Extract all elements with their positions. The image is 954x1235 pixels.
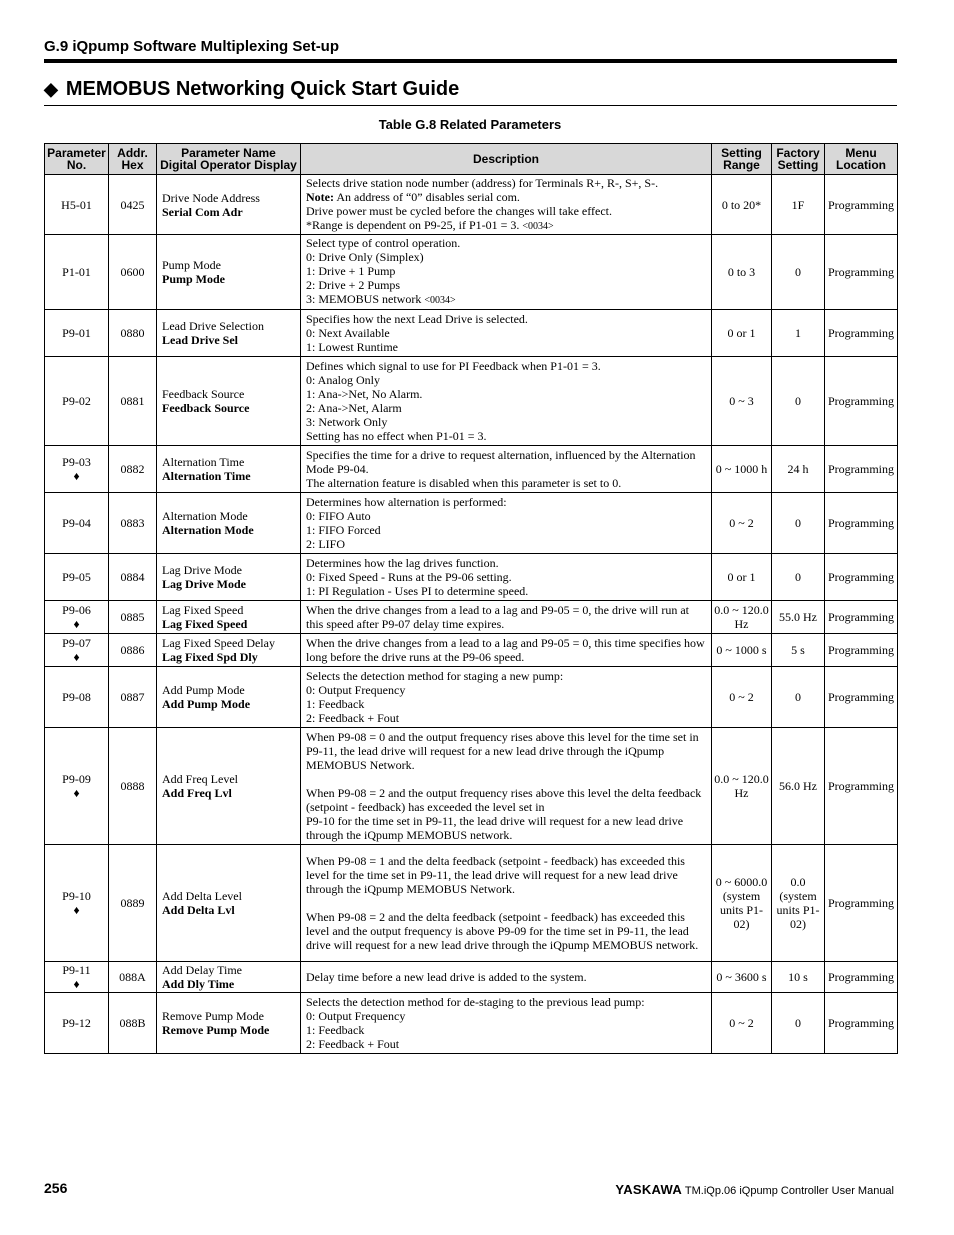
cell-setting-range: 0 ~ 3: [712, 357, 772, 446]
cell-menu-location: Programming: [825, 175, 898, 235]
desc-line: 0: Drive Only (Simplex): [306, 250, 424, 264]
revision-note: <0034>: [424, 295, 456, 306]
header-rule: [44, 59, 897, 63]
desc-line: When P9-08 = 1 and the delta feedback (setpoint - feedback) has exceeded this level for the time set in P9-11, the lead drive will request for a new lead drive through the iQpump MEMOBUS Network.: [306, 854, 685, 896]
cell-menu-location: Programming: [825, 554, 898, 601]
cell-addr: 0886: [109, 634, 157, 667]
cell-description: [301, 357, 712, 446]
cell-menu-location: Programming: [825, 493, 898, 554]
desc-line: When P9-08 = 2 and the output frequency rises above this level the delta feedback (setpoint - feedback) has exceeded the level set in: [306, 786, 702, 814]
run-change-mark: ♦: [73, 469, 80, 483]
manual-title: TM.iQp.06 iQpump Controller User Manual: [684, 1185, 894, 1197]
run-change-mark: ♦: [73, 617, 80, 631]
cell-setting-range: 0 ~ 2: [712, 993, 772, 1054]
cell-menu-location: Programming: [825, 235, 898, 310]
cell-factory-setting: 0: [772, 493, 825, 554]
cell-param-name: Remove Pump Mode Remove Pump Mode: [157, 993, 301, 1054]
col-header-addr: Addr. Hex: [109, 144, 157, 175]
cell-factory-setting: 0.0 (system units P1-02): [772, 845, 825, 962]
table-row: [45, 993, 898, 1054]
cell-param-no: P9-03 ♦: [45, 446, 109, 493]
cell-param-name: Add Freq Level Add Freq Lvl: [157, 728, 301, 845]
cell-factory-setting: 0: [772, 554, 825, 601]
desc-line: Delay time before a new lead drive is added to the system.: [306, 970, 587, 984]
cell-param-no: P9-12: [45, 993, 109, 1054]
col-header-description: Description: [301, 144, 712, 175]
desc-line: 2: Drive + 2 Pumps: [306, 278, 401, 292]
desc-line: Select type of control operation.: [306, 236, 461, 250]
heading-rule: [44, 105, 897, 106]
cell-factory-setting: 1: [772, 310, 825, 357]
cell-description: [301, 962, 712, 993]
table-row: [45, 634, 898, 667]
brand-name: YASKAWA: [615, 1182, 683, 1197]
cell-addr: 0888: [109, 728, 157, 845]
cell-setting-range: 0.0 ~ 120.0 Hz: [712, 728, 772, 845]
desc-line: Note: An address of “0” disables serial com.: [306, 189, 520, 204]
cell-param-no: P1-01: [45, 235, 109, 310]
desc-line: 1: Feedback: [306, 1023, 365, 1037]
desc-line: Specifies how the next Lead Drive is selected.: [306, 312, 528, 326]
cell-menu-location: Programming: [825, 601, 898, 634]
desc-line: 0: Output Frequency: [306, 1009, 406, 1023]
desc-line: P9-10 for the time set in P9-11, the lead drive will request for a new lead drive through the iQpump MEMOBUS network.: [306, 814, 684, 842]
heading-title: MEMOBUS Networking Quick Start Guide: [65, 78, 460, 100]
cell-menu-location: Programming: [825, 634, 898, 667]
desc-line: 1: FIFO Forced: [306, 523, 381, 537]
col-header-param-name: Parameter Name Digital Operator Display: [157, 144, 301, 175]
table-row: [45, 446, 898, 493]
desc-line: When the drive changes from a lead to a lag and P9-05 = 0, this time specifies how long before the drive runs at the P9-06 speed.: [306, 636, 705, 664]
desc-line: When the drive changes from a lead to a lag and P9-05 = 0, the drive will run at this speed after P9-07 delay time expires.: [306, 603, 689, 631]
cell-menu-location: Programming: [825, 993, 898, 1054]
revision-note: <0034>: [522, 220, 554, 232]
desc-line: Drive power must be cycled before the changes will take effect.: [306, 203, 612, 218]
desc-line: Specifies the time for a drive to request alternation, influenced by the Alternation Mode P9-04.: [306, 448, 696, 476]
table-row: [45, 962, 898, 993]
cell-addr: 0600: [109, 235, 157, 310]
desc-line: 1: PI Regulation - Uses PI to determine speed.: [306, 584, 529, 598]
cell-setting-range: 0 or 1: [712, 554, 772, 601]
cell-setting-range: 0 ~ 1000 h: [712, 446, 772, 493]
cell-param-no: P9-10 ♦: [45, 845, 109, 962]
desc-line: 3: MEMOBUS network <0034>: [306, 292, 456, 306]
cell-addr: 088B: [109, 993, 157, 1054]
cell-description: [301, 634, 712, 667]
cell-description: [301, 845, 712, 962]
run-change-mark: ♦: [73, 786, 80, 800]
desc-line: 2: Ana->Net, Alarm: [306, 401, 402, 415]
cell-param-name: Add Delta Level Add Delta Lvl: [157, 845, 301, 962]
cell-setting-range: 0 ~ 3600 s: [712, 962, 772, 993]
cell-param-name: Lag Fixed Speed Lag Fixed Speed: [157, 601, 301, 634]
table-row: [45, 357, 898, 446]
desc-line: 1: Drive + 1 Pump: [306, 264, 396, 278]
table-row: [45, 845, 898, 962]
cell-description: [301, 601, 712, 634]
cell-description: [301, 310, 712, 357]
cell-factory-setting: 0: [772, 993, 825, 1054]
cell-param-name: Add Pump Mode Add Pump Mode: [157, 667, 301, 728]
cell-addr: 0889: [109, 845, 157, 962]
table-row: [45, 310, 898, 357]
cell-description: [301, 175, 712, 235]
cell-factory-setting: 10 s: [772, 962, 825, 993]
cell-param-no: P9-01: [45, 310, 109, 357]
diamond-icon: ◆: [44, 79, 58, 99]
cell-param-no: H5-01: [45, 175, 109, 235]
cell-factory-setting: 55.0 Hz: [772, 601, 825, 634]
cell-factory-setting: 0: [772, 235, 825, 310]
cell-factory-setting: 1F: [772, 175, 825, 235]
cell-addr: 088A: [109, 962, 157, 993]
table-header-row: [45, 144, 898, 175]
cell-description: [301, 667, 712, 728]
cell-param-no: P9-07 ♦: [45, 634, 109, 667]
table-row: [45, 175, 898, 235]
cell-factory-setting: 0: [772, 667, 825, 728]
cell-param-no: P9-11 ♦: [45, 962, 109, 993]
cell-addr: 0883: [109, 493, 157, 554]
col-header-setting-range: Setting Range: [712, 144, 772, 175]
table-row: [45, 601, 898, 634]
table-row: [45, 667, 898, 728]
cell-param-no: P9-09 ♦: [45, 728, 109, 845]
col-header-param-no: Parameter No.: [45, 144, 109, 175]
cell-factory-setting: 24 h: [772, 446, 825, 493]
footer-manual: [615, 1182, 894, 1197]
cell-param-no: P9-02: [45, 357, 109, 446]
desc-line: 1: Ana->Net, No Alarm.: [306, 387, 423, 401]
run-change-mark: ♦: [73, 650, 80, 664]
desc-line: 0: Output Frequency: [306, 683, 406, 697]
cell-addr: 0880: [109, 310, 157, 357]
desc-line: *Range is dependent on P9-25, if P1-01 = 3. <0034>: [306, 217, 554, 232]
cell-setting-range: 0.0 ~ 120.0 Hz: [712, 601, 772, 634]
cell-menu-location: Programming: [825, 667, 898, 728]
col-header-menu-location: Menu Location: [825, 144, 898, 175]
desc-line: When P9-08 = 0 and the output frequency rises above this level for the time set in P9-11, the lead drive will request for a new lead drive through the iQpump MEMOBUS Network.: [306, 730, 699, 772]
section-header: G.9 iQpump Software Multiplexing Set-up: [44, 38, 340, 55]
desc-line: Determines how the lag drives function.: [306, 556, 499, 570]
table-row: [45, 554, 898, 601]
desc-line: 2: LIFO: [306, 537, 345, 551]
table-row: [45, 493, 898, 554]
cell-param-name: Pump Mode Pump Mode: [157, 235, 301, 310]
cell-menu-location: Programming: [825, 962, 898, 993]
desc-line: 0: Fixed Speed - Runs at the P9-06 setting.: [306, 570, 512, 584]
desc-line: Determines how alternation is performed:: [306, 495, 507, 509]
cell-description: [301, 235, 712, 310]
cell-param-no: P9-05: [45, 554, 109, 601]
desc-line: 0: FIFO Auto: [306, 509, 371, 523]
cell-addr: 0425: [109, 175, 157, 235]
desc-line: Selects the detection method for de-staging to the previous lead pump:: [306, 995, 645, 1009]
desc-line: 2: Feedback + Fout: [306, 711, 400, 725]
cell-param-name: Lag Fixed Speed Delay Lag Fixed Spd Dly: [157, 634, 301, 667]
cell-description: [301, 728, 712, 845]
cell-factory-setting: 5 s: [772, 634, 825, 667]
page-heading: [44, 78, 459, 101]
col-header-factory-setting: Factory Setting: [772, 144, 825, 175]
cell-factory-setting: 56.0 Hz: [772, 728, 825, 845]
cell-description: [301, 493, 712, 554]
desc-line: 3: Network Only: [306, 415, 388, 429]
cell-menu-location: Programming: [825, 357, 898, 446]
cell-description: [301, 993, 712, 1054]
cell-param-name: Lead Drive Selection Lead Drive Sel: [157, 310, 301, 357]
run-change-mark: ♦: [73, 977, 80, 991]
cell-addr: 0884: [109, 554, 157, 601]
cell-setting-range: 0 ~ 6000.0 (system units P1-02): [712, 845, 772, 962]
cell-setting-range: 0 ~ 2: [712, 493, 772, 554]
cell-menu-location: Programming: [825, 728, 898, 845]
desc-line: When P9-08 = 2 and the delta feedback (setpoint - feedback) has exceeded this level and the output frequency is above P9-09 for the time set in P9-11, the lead drive will request for a new lead drive through the iQpump MEMOBUS network.: [306, 910, 699, 952]
desc-line: Defines which signal to use for PI Feedback when P1-01 = 3.: [306, 359, 601, 373]
desc-line: 1: Feedback: [306, 697, 365, 711]
cell-description: [301, 554, 712, 601]
cell-setting-range: 0 or 1: [712, 310, 772, 357]
cell-param-name: Lag Drive Mode Lag Drive Mode: [157, 554, 301, 601]
desc-line: 2: Feedback + Fout: [306, 1037, 400, 1051]
cell-param-name: Drive Node Address Serial Com Adr: [157, 175, 301, 235]
cell-menu-location: Programming: [825, 845, 898, 962]
cell-setting-range: 0 to 20*: [712, 175, 772, 235]
table-row: [45, 728, 898, 845]
cell-addr: 0882: [109, 446, 157, 493]
run-change-mark: ♦: [73, 903, 80, 917]
desc-line: Setting has no effect when P1-01 = 3.: [306, 429, 487, 443]
cell-setting-range: 0 ~ 2: [712, 667, 772, 728]
cell-setting-range: 0 to 3: [712, 235, 772, 310]
cell-param-name: Feedback Source Feedback Source: [157, 357, 301, 446]
desc-line: 1: Lowest Runtime: [306, 340, 398, 354]
cell-param-name: Add Delay Time Add Dly Time: [157, 962, 301, 993]
cell-addr: 0887: [109, 667, 157, 728]
desc-line: 0: Analog Only: [306, 373, 380, 387]
related-parameters-table: [44, 143, 898, 1054]
cell-menu-location: Programming: [825, 446, 898, 493]
desc-line: Selects drive station node number (address) for Terminals R+, R-, S+, S-.: [306, 175, 659, 190]
cell-param-no: P9-04: [45, 493, 109, 554]
cell-factory-setting: 0: [772, 357, 825, 446]
cell-param-no: P9-06 ♦: [45, 601, 109, 634]
desc-line: 0: Next Available: [306, 326, 390, 340]
cell-param-no: P9-08: [45, 667, 109, 728]
table-row: [45, 235, 898, 310]
table-caption: Table G.8 Related Parameters: [378, 117, 562, 132]
cell-setting-range: 0 ~ 1000 s: [712, 634, 772, 667]
desc-line: Selects the detection method for staging a new pump:: [306, 669, 564, 683]
cell-menu-location: Programming: [825, 310, 898, 357]
page-number: 256: [44, 1180, 68, 1196]
cell-addr: 0885: [109, 601, 157, 634]
cell-param-name: Alternation Mode Alternation Mode: [157, 493, 301, 554]
desc-line: The alternation feature is disabled when this parameter is set to 0.: [306, 476, 622, 490]
cell-param-name: Alternation Time Alternation Time: [157, 446, 301, 493]
cell-description: [301, 446, 712, 493]
cell-addr: 0881: [109, 357, 157, 446]
